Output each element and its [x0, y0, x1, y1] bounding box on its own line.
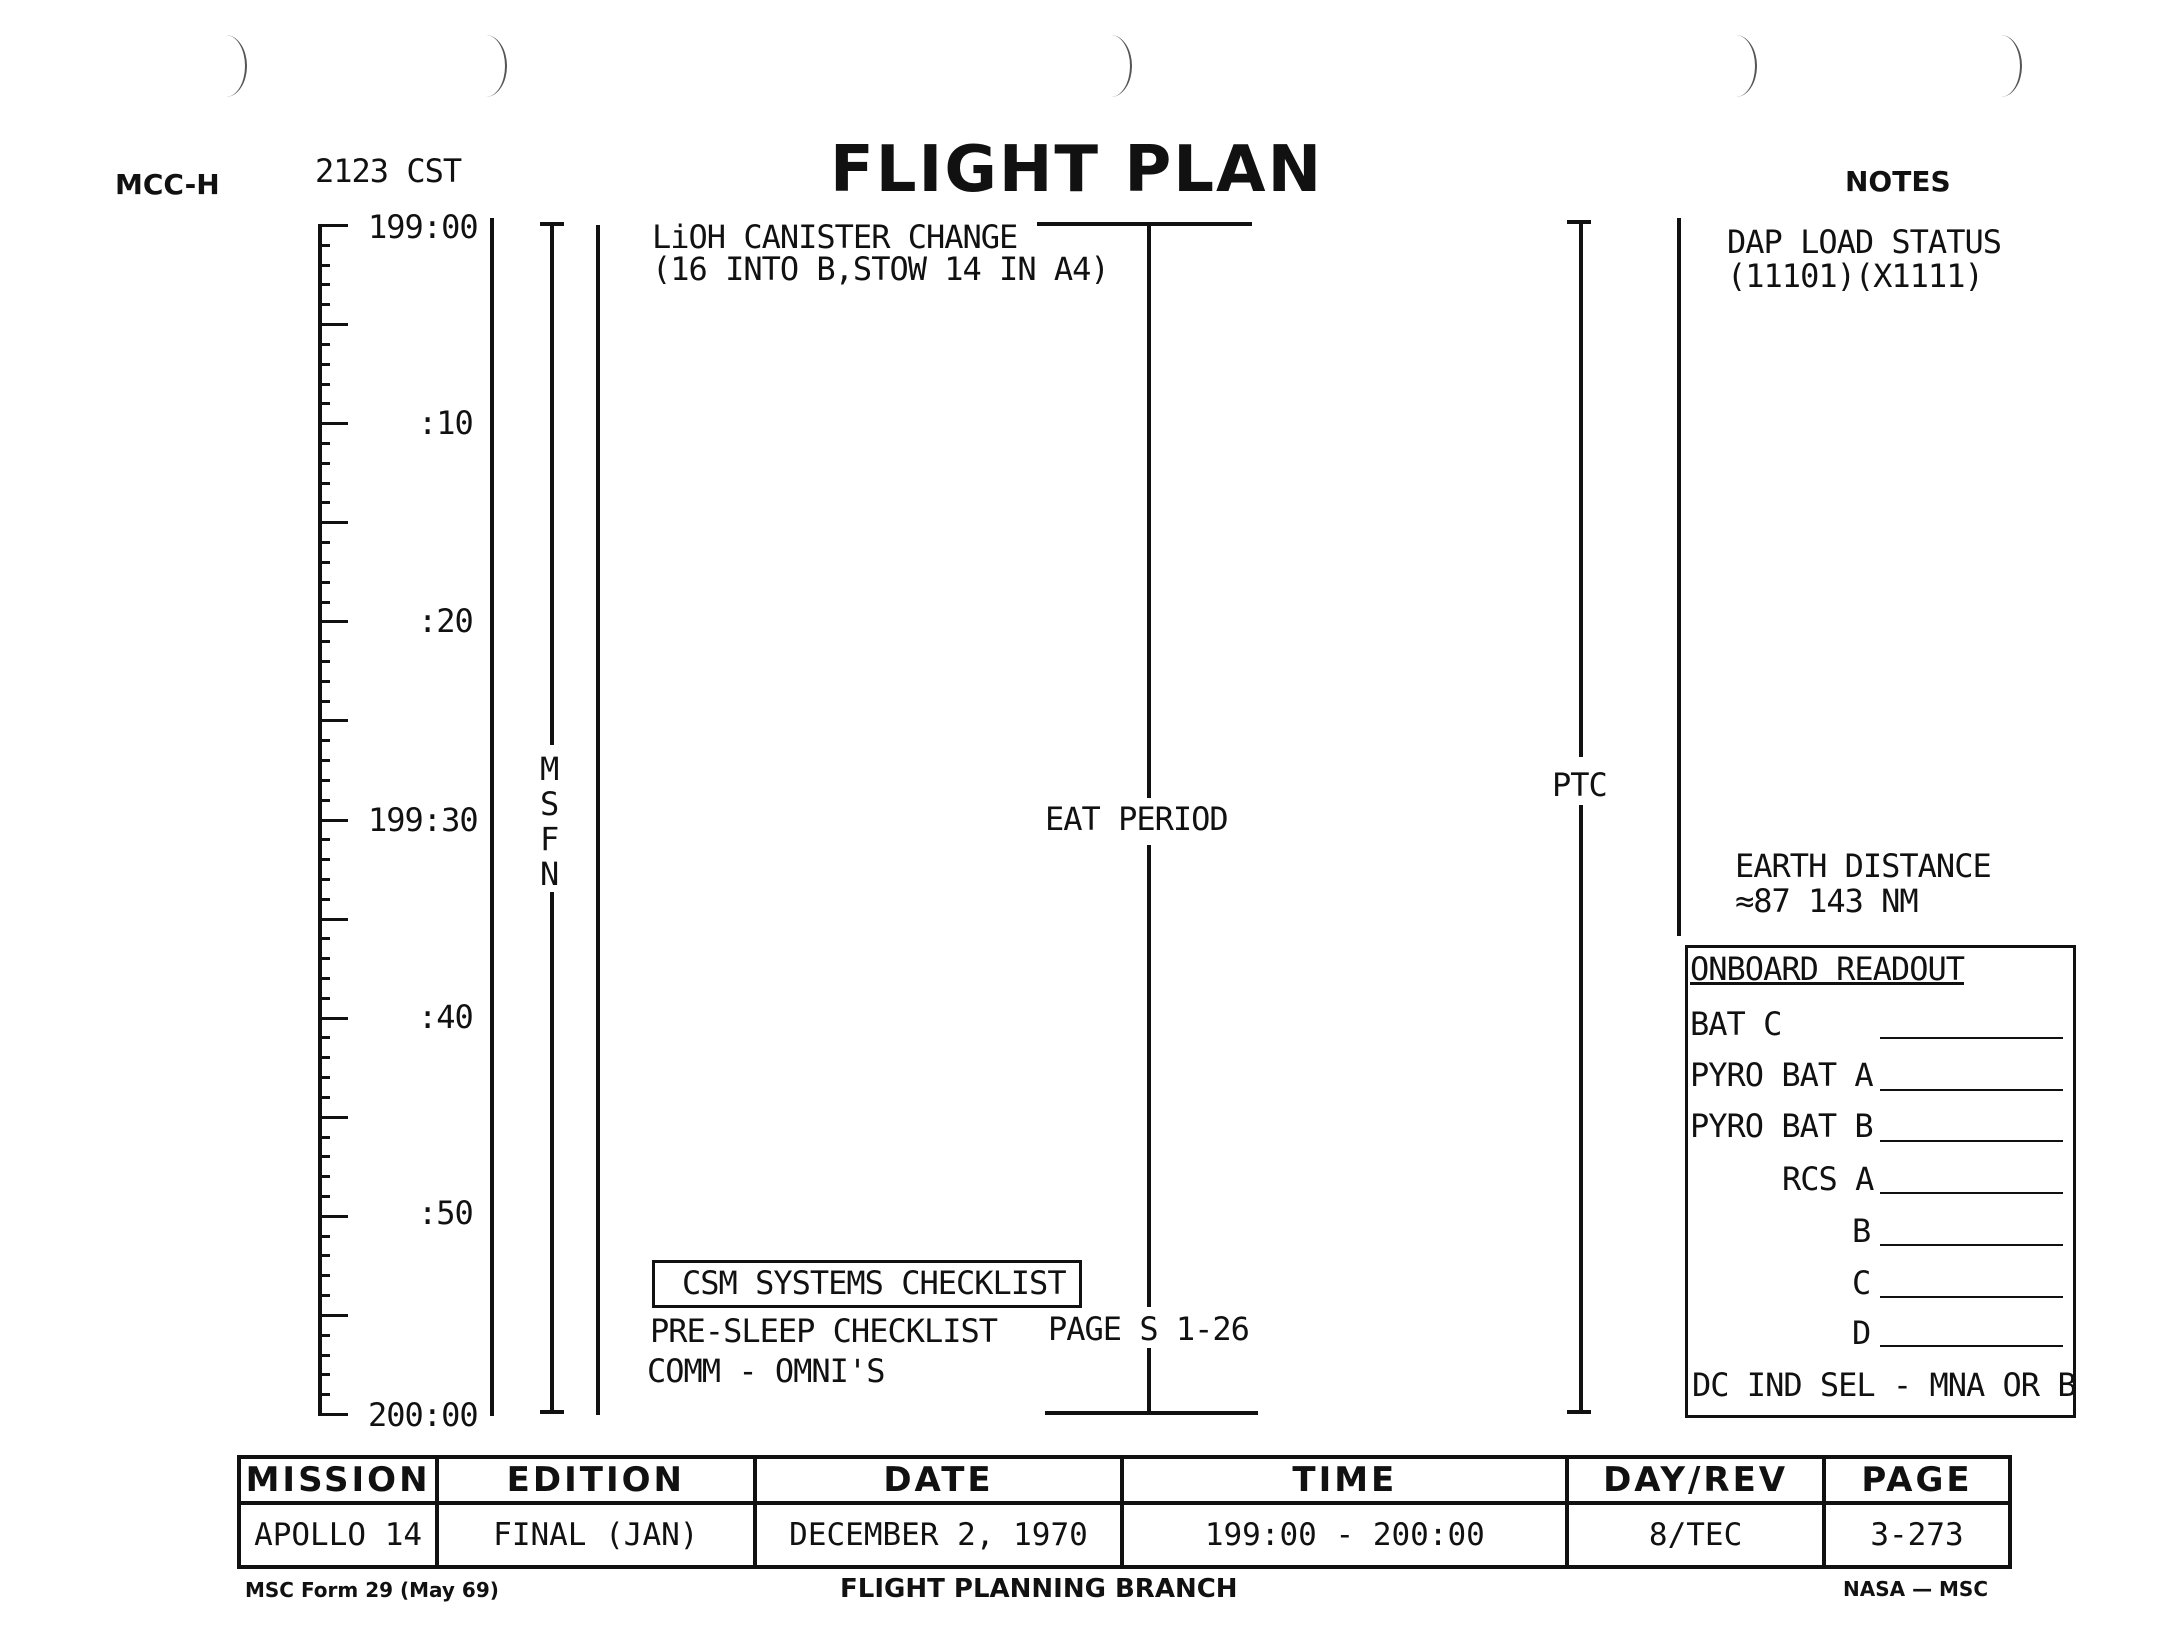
- footer-edition-value: FINAL (JAN): [437, 1503, 754, 1567]
- time-tick: [318, 224, 348, 227]
- column-divider: [490, 218, 494, 1416]
- readout-item-b: B: [1852, 1212, 1871, 1250]
- time-tick: [318, 601, 330, 604]
- time-tick: [318, 1274, 330, 1277]
- time-tick: [318, 759, 330, 762]
- time-tick: [318, 779, 330, 782]
- footer-date-value: DECEMBER 2, 1970: [755, 1503, 1123, 1567]
- time-label-10: :10: [418, 404, 473, 442]
- time-tick: [318, 581, 330, 584]
- dap-load-status-line2: (11101)(X1111): [1727, 257, 1983, 295]
- readout-item-bat-c: BAT C: [1690, 1005, 1782, 1043]
- readout-blank[interactable]: [1880, 1192, 2063, 1194]
- msfn-letter: M: [540, 750, 559, 788]
- time-tick: [318, 1373, 330, 1376]
- time-tick: [318, 442, 330, 445]
- time-tick: [318, 1215, 348, 1218]
- time-tick: [318, 1413, 348, 1416]
- time-tick: [318, 482, 330, 485]
- time-tick: [318, 937, 330, 940]
- readout-item-d: D: [1852, 1314, 1871, 1352]
- footer-time-value: 199:00 - 200:00: [1122, 1503, 1567, 1567]
- time-tick: [318, 303, 330, 306]
- time-label-199-00: 199:00: [368, 208, 478, 246]
- mcc-h-label: MCC-H: [115, 168, 220, 201]
- readout-blank[interactable]: [1880, 1140, 2063, 1142]
- time-tick: [318, 1314, 348, 1317]
- msfn-letter: N: [540, 855, 559, 893]
- punch-hole-mark: [465, 35, 507, 97]
- time-tick: [318, 501, 330, 504]
- time-label-199-30: 199:30: [368, 801, 478, 839]
- time-tick: [318, 1096, 330, 1099]
- time-tick: [318, 1017, 348, 1020]
- time-tick: [318, 521, 348, 524]
- footer-mission-value: APOLLO 14: [239, 1503, 437, 1567]
- page-title: FLIGHT PLAN: [830, 133, 1324, 207]
- column-divider: [596, 225, 600, 1415]
- time-tick: [318, 1334, 330, 1337]
- time-tick: [318, 997, 330, 1000]
- time-tick: [318, 264, 330, 267]
- notes-label: NOTES: [1845, 165, 1951, 198]
- lioh-change-line1: LiOH CANISTER CHANGE: [652, 218, 1018, 256]
- time-tick: [318, 1254, 330, 1257]
- time-tick: [318, 918, 348, 921]
- earth-distance-line2: ≈87 143 NM: [1735, 882, 1918, 920]
- time-tick: [318, 323, 348, 326]
- footer-header-edition: EDITION: [437, 1457, 754, 1503]
- earth-distance-line1: EARTH DISTANCE: [1735, 847, 1991, 885]
- time-tick: [318, 1155, 330, 1158]
- time-tick: [318, 660, 330, 663]
- time-tick: [318, 739, 330, 742]
- time-tick: [318, 1136, 330, 1139]
- time-label-50: :50: [418, 1194, 473, 1232]
- time-tick: [318, 799, 330, 802]
- readout-item-pyro-bat-a: PYRO BAT A: [1690, 1056, 1873, 1094]
- readout-blank[interactable]: [1880, 1345, 2063, 1347]
- msfn-letter: S: [540, 785, 559, 823]
- readout-blank[interactable]: [1880, 1244, 2063, 1246]
- footer-header-time: TIME: [1122, 1457, 1567, 1503]
- time-label-200-00: 200:00: [368, 1396, 478, 1434]
- readout-item-c: C: [1852, 1264, 1871, 1302]
- readout-item-rcs-a: RCS A: [1782, 1160, 1874, 1198]
- readout-blank[interactable]: [1880, 1296, 2063, 1298]
- column-divider: [1677, 218, 1681, 936]
- lioh-change-line2: (16 INTO B,STOW 14 IN A4): [652, 250, 1109, 288]
- time-tick: [318, 1235, 330, 1238]
- time-tick: [318, 1195, 330, 1198]
- page-reference: PAGE S 1-26: [1048, 1310, 1249, 1348]
- time-tick: [318, 1036, 330, 1039]
- punch-hole-mark: [1090, 35, 1132, 97]
- onboard-readout-title: ONBOARD READOUT: [1690, 950, 1964, 988]
- time-tick: [318, 680, 330, 683]
- csm-systems-checklist-label: CSM SYSTEMS CHECKLIST: [682, 1264, 1066, 1302]
- dap-load-status-line1: DAP LOAD STATUS: [1727, 223, 2001, 261]
- footer-header-date: DATE: [755, 1457, 1123, 1503]
- punch-hole-mark: [205, 35, 247, 97]
- time-tick: [318, 1175, 330, 1178]
- dc-ind-sel: DC IND SEL - MNA OR B: [1692, 1366, 2076, 1404]
- time-tick: [318, 402, 330, 405]
- time-tick: [318, 383, 330, 386]
- time-tick: [318, 1354, 330, 1357]
- time-tick: [318, 1116, 348, 1119]
- time-tick: [318, 640, 330, 643]
- time-tick: [318, 541, 330, 544]
- readout-item-pyro-bat-b: PYRO BAT B: [1690, 1107, 1873, 1145]
- readout-blank[interactable]: [1880, 1037, 2063, 1039]
- readout-blank[interactable]: [1880, 1089, 2063, 1091]
- time-tick: [318, 898, 330, 901]
- time-label-40: :40: [418, 998, 473, 1036]
- time-tick: [318, 1076, 330, 1079]
- time-tick: [318, 283, 330, 286]
- footer-table: [237, 1455, 2012, 1569]
- footer-header-mission: MISSION: [239, 1457, 437, 1503]
- comm-omni: COMM - OMNI'S: [647, 1352, 885, 1390]
- time-tick: [318, 719, 348, 722]
- ptc-label: PTC: [1552, 766, 1607, 804]
- footer-header-page: PAGE: [1824, 1457, 2010, 1503]
- time-cst-label: 2123 CST: [315, 152, 462, 190]
- footer-day-rev-value: 8/TEC: [1567, 1503, 1824, 1567]
- footer-header-day-rev: DAY/REV: [1567, 1457, 1824, 1503]
- time-tick: [318, 422, 348, 425]
- time-tick: [318, 700, 330, 703]
- time-tick: [318, 957, 330, 960]
- branch-label: FLIGHT PLANNING BRANCH: [840, 1574, 1238, 1604]
- time-tick: [318, 363, 330, 366]
- time-tick: [318, 620, 348, 623]
- time-label-20: :20: [418, 602, 473, 640]
- time-tick: [318, 838, 330, 841]
- msfn-letter: F: [540, 820, 559, 858]
- footer-page-value: 3-273: [1824, 1503, 2010, 1567]
- time-tick: [318, 462, 330, 465]
- time-tick: [318, 977, 330, 980]
- punch-hole-mark: [1980, 35, 2022, 97]
- time-tick: [318, 343, 330, 346]
- time-tick: [318, 1294, 330, 1297]
- eat-period-label: EAT PERIOD: [1045, 800, 1228, 838]
- time-tick: [318, 244, 330, 247]
- time-tick: [318, 819, 348, 822]
- time-tick: [318, 1056, 330, 1059]
- time-tick: [318, 1393, 330, 1396]
- agency-label: NASA — MSC: [1843, 1577, 1989, 1601]
- punch-hole-mark: [1715, 35, 1757, 97]
- form-id: MSC Form 29 (May 69): [245, 1578, 499, 1602]
- time-tick: [318, 858, 330, 861]
- time-tick: [318, 878, 330, 881]
- pre-sleep-checklist: PRE-SLEEP CHECKLIST: [650, 1312, 998, 1350]
- time-tick: [318, 561, 330, 564]
